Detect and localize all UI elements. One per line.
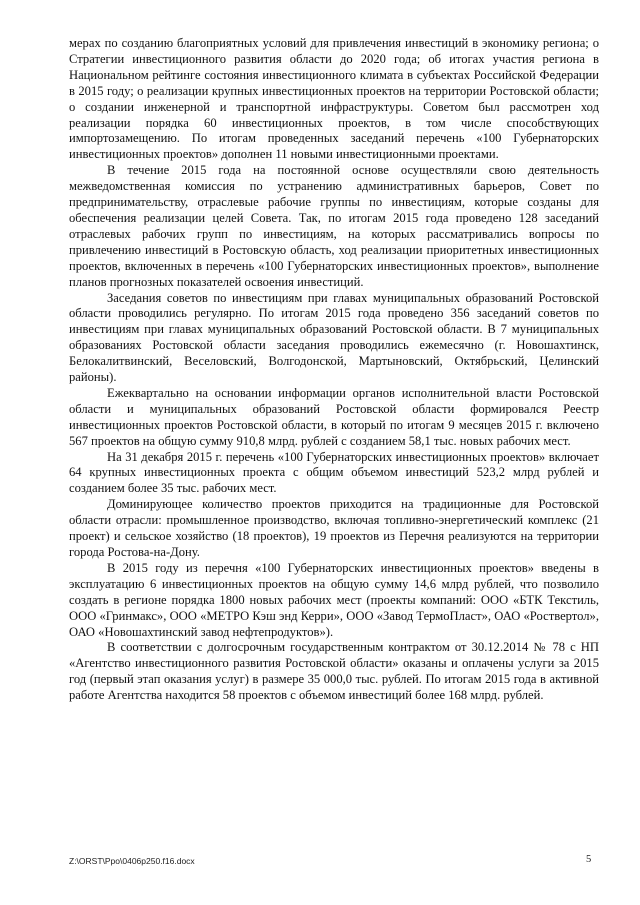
paragraph-8: В соответствии с долгосрочным государственным контрактом от 30.12.2014 № 78 с НП «Агентство инвестиционного развития Ростовской области» оказаны и оплачены услуги за 2015 год (первый этап оказания услуг) в размере 35 000,0 тыс. рублей. По итогам 2015 года в активной работе Агентства находится 58 проектов с объемом инвестиций более 168 млрд. рублей. (69, 640, 599, 703)
paragraph-6: Доминирующее количество проектов приходится на традиционные для Ростовской области отрасли: промышленное производство, включая топливно-энергетический комплекс (21 проект) и сельское хозяйство (18 проектов), 19 проектов из Перечня реализуются на территории города Ростова-на-Дону. (69, 497, 599, 559)
paragraph-5: На 31 декабря 2015 г. перечень «100 Губернаторских инвестиционных проектов» включает 64 крупных инвестиционных проекта с общим объемом инвестиций 523,2 млрд рублей и созданием более 35 тыс. рабочих мест. (69, 449, 599, 496)
paragraph-2: В течение 2015 года на постоянной основе осуществляли свою деятельность межведомственная комиссия по устранению административных барьеров, Совет по предпринимательству, отраслевые рабочие группы по инвестициям, которые созданы для обеспечения реализации целей Совета. Так, по итогам 2015 года проведено 128 заседаний отраслевых рабочих групп по инвестициям, на которых рассматривались вопросы по привлечению инвестиций в Ростовскую область, ход реализации приоритетных инвестиционных проектов, включенных в перечень «100 Губернаторских инвестиционных проектов», выполнение планов прогнозных показателей освоения инвестиций. (69, 163, 599, 289)
paragraph-7: В 2015 году из перечня «100 Губернаторских инвестиционных проектов» введены в эксплуатацию 6 инвестиционных проектов на общую сумму 14,6 млрд рублей, что позволило создать в регионе порядка 1800 новых рабочих мест (проекты компаний: ООО «БТК Текстиль, ООО «Гринмакс», ООО «МЕТРО Кэш энд Керри», ООО «Завод ТермоПласт», ОАО «Роствертол», ОАО «Новошахтинский завод нефтепродуктов»). (69, 560, 599, 639)
paragraph-3: Заседания советов по инвестициям при главах муниципальных образований Ростовской области проводились регулярно. По итогам 2015 года проведено 356 заседаний советов по инвестициям при главах муниципальных образований Ростовской области. В 7 муниципальных образованиях Ростовской области заседания проводились ежемесячно (г. Новошахтинск, Белокалитвинский, Веселовский, Волгодонской, Мартыновский, Октябрьский, Целинский районы). (69, 290, 599, 385)
paragraph-1: мерах по созданию благоприятных условий для привлечения инвестиций в экономику региона; о Стратегии инвестиционного развития области до 2020 года; об итогах участия региона в Национальном рейтинге состояния инвестиционного климата в субъектах Российской Федерации в 2015 году; о реализации крупных инвестиционных проектов на территории Ростовской области; о создании инженерной и транспортной инфраструктуры. Советом был рассмотрен ход реализации порядка 60 инвестиционных проектов, в том числе способствующих импортозамещению. По итогам проведенных заседаний перечень «100 Губернаторских инвестиционных проектов» дополнен 11 новыми инвестиционными проектами. (69, 36, 599, 162)
footer-page-number: 5 (586, 854, 592, 865)
paragraph-4: Ежеквартально на основании информации органов исполнительной власти Ростовской области и муниципальных образований Ростовской области формировался Реестр инвестиционных проектов Ростовской области, в который по итогам 9 месяцев 2015 г. включено 567 проектов на общую сумму 910,8 млрд. рублей с созданием 58,1 тыс. новых рабочих мест. (69, 385, 599, 448)
footer-file-path: Z:\ORST\Ppo\0406p250.f16.docx (69, 856, 195, 866)
document-body (69, 36, 599, 704)
